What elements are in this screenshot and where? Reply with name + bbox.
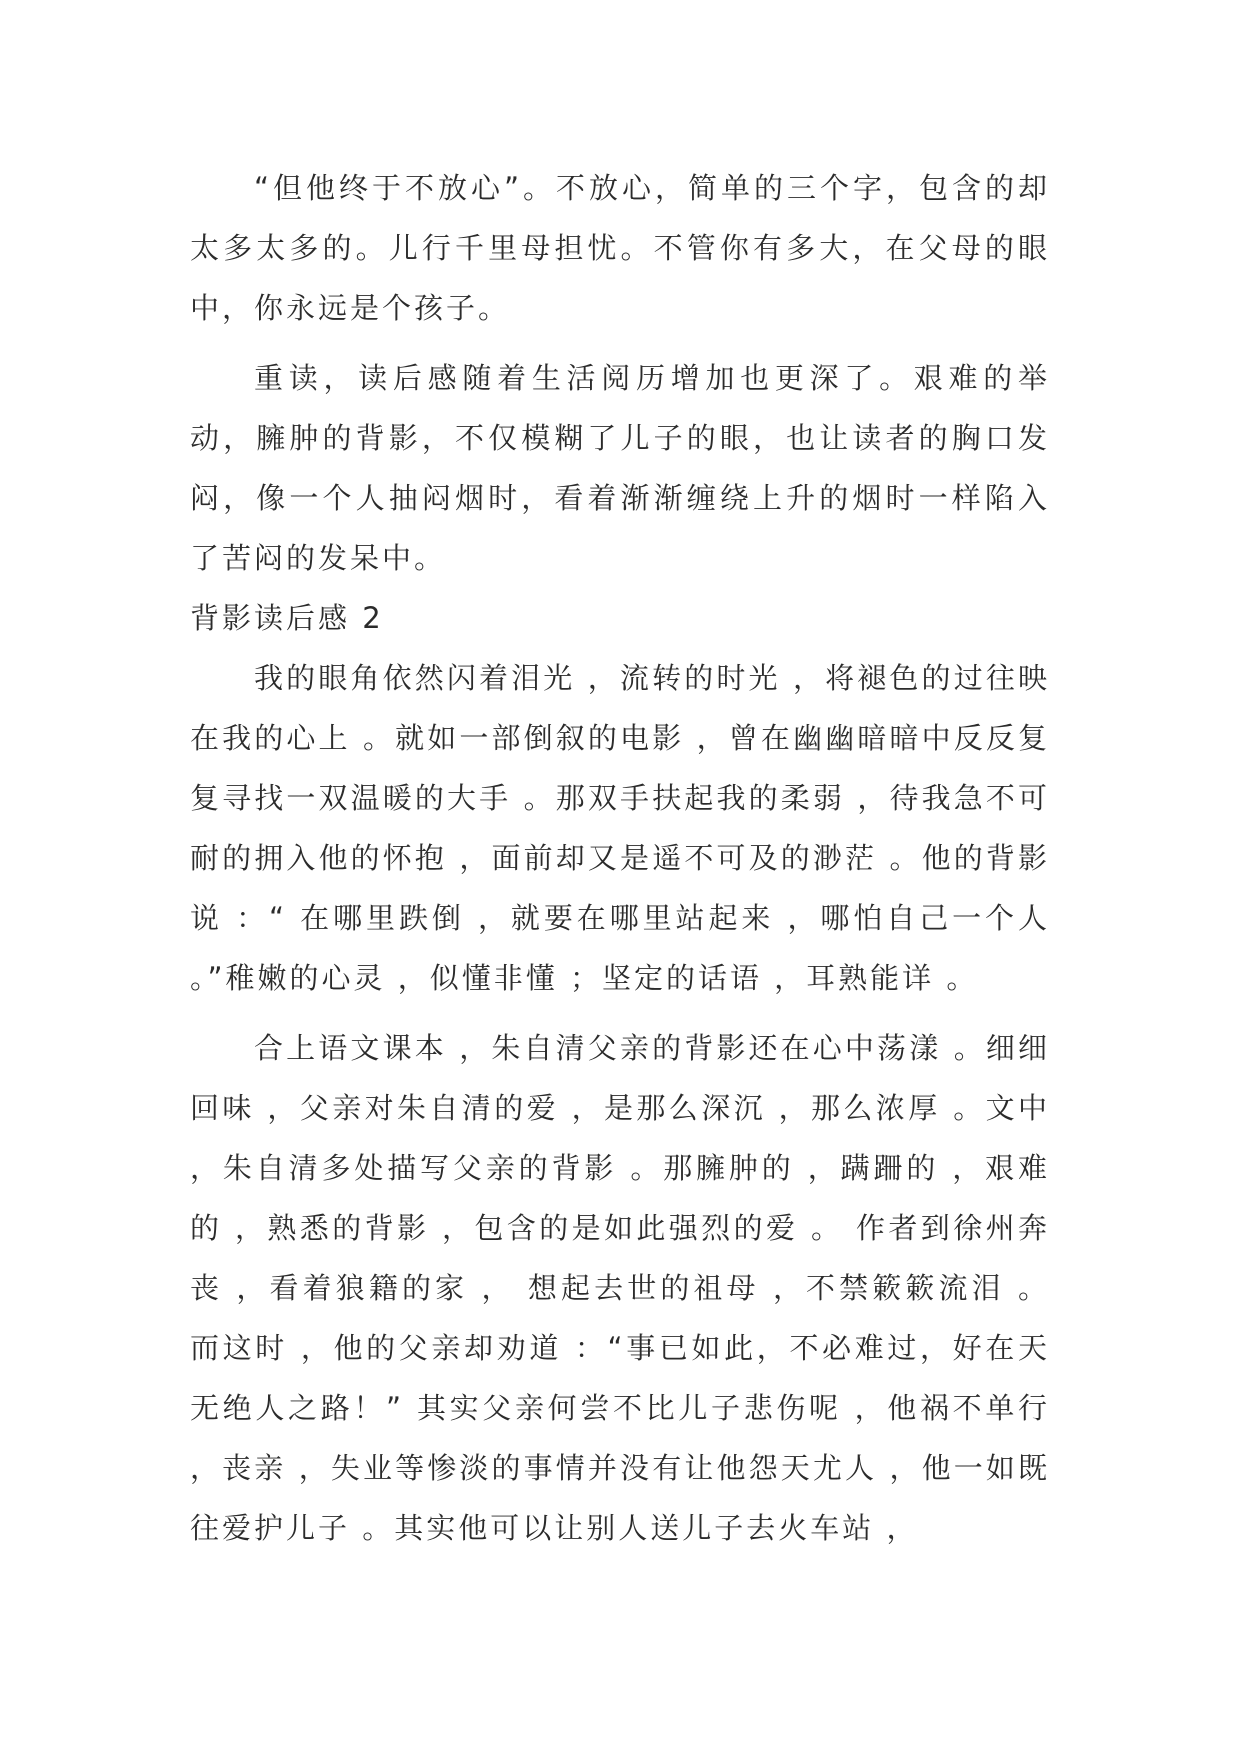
paragraph-4: 合上语文课本 ，朱自清父亲的背影还在心中荡漾 。细细回味 ，父亲对朱自清的爱 ，是那么深沉 ，那么浓厚 。文中 ，朱自清多处描写父亲的背影 。那臃肿的 ，蹒跚的 ，艰难的 ，熟悉的背影 ，包含的是如此强烈的爱 。 作者到徐州奔丧 ，看着狼籍的家 ， 想起去世的祖母 ，不禁簌簌流泪 。而这时 ，他的父亲却劝道 ：“事已如此，不必难过，好在天无绝人之路！” 其实父亲何尝不比儿子悲伤呢 ，他祸不单行 ，丧亲 ，失业等惨淡的事情并没有让他怨天尤人 ，他一如既往爱护儿子 。其实他可以让别人送儿子去火车站 ，: [190, 1031, 1050, 1545]
paragraph-2: 重读，读后感随着生活阅历增加也更深了。艰难的举动，臃肿的背影，不仅模糊了儿子的眼，也让读者的胸口发闷，像一个人抽闷烟时，看着渐渐缠绕上升的烟时一样陷入了苦闷的发呆中。: [190, 361, 1050, 575]
section-title: 背影读后感 2: [190, 601, 384, 635]
document-body: [190, 158, 1050, 1558]
paragraph-3: 我的眼角依然闪着泪光 ，流转的时光 ，将褪色的过往映在我的心上 。就如一部倒叙的电影 ，曾在幽幽暗暗中反反复复寻找一双温暖的大手 。那双手扶起我的柔弱 ，待我急不可耐的拥入他的怀抱 ，面前却又是遥不可及的渺茫 。他的背影说 ：“ 在哪里跌倒 ，就要在哪里站起来 ，哪怕自己一个人 。”稚嫩的心灵 ，似懂非懂 ；坚定的话语 ，耳熟能详 。: [190, 661, 1050, 995]
paragraph-1: “但他终于不放心”。不放心，简单的三个字，包含的却太多太多的。儿行千里母担忧。不管你有多大，在父母的眼中，你永远是个孩子。: [190, 171, 1050, 325]
